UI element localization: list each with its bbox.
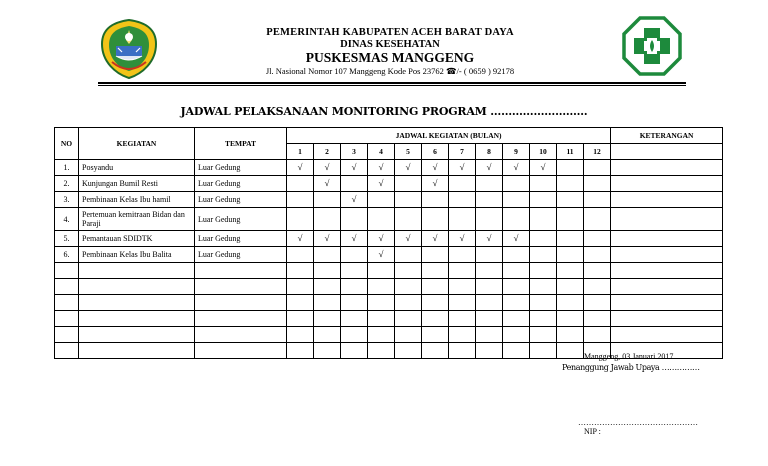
month-cell — [341, 247, 368, 263]
empty-cell — [503, 279, 530, 295]
row-kegiatan: Pembinaan Kelas Ibu Balita — [79, 247, 195, 263]
month-cell — [341, 176, 368, 192]
row-tempat: Luar Gedung — [195, 208, 287, 231]
header-puskesmas: PUSKESMAS MANGGENG — [305, 50, 475, 65]
check-mark: √ — [378, 178, 384, 188]
month-cell — [557, 247, 584, 263]
empty-cell — [395, 311, 422, 327]
row-no: 5. — [55, 231, 79, 247]
month-header: 10 — [530, 144, 557, 160]
empty-cell — [611, 327, 723, 343]
empty-cell — [287, 295, 314, 311]
month-cell — [395, 192, 422, 208]
month-cell — [368, 247, 395, 263]
empty-cell — [195, 295, 287, 311]
month-cell — [476, 176, 503, 192]
month-cell — [395, 176, 422, 192]
empty-cell — [341, 279, 368, 295]
month-cell — [314, 160, 341, 176]
empty-cell — [341, 327, 368, 343]
row-kegiatan: Posyandu — [79, 160, 195, 176]
month-cell — [395, 231, 422, 247]
check-mark: √ — [324, 178, 330, 188]
empty-cell — [287, 327, 314, 343]
empty-cell — [422, 311, 449, 327]
puskesmas-logo-icon — [622, 16, 682, 76]
month-cell — [287, 231, 314, 247]
empty-cell — [79, 343, 195, 359]
empty-cell — [476, 279, 503, 295]
month-cell — [287, 192, 314, 208]
empty-cell — [368, 311, 395, 327]
table-row — [55, 160, 723, 176]
month-cell — [287, 247, 314, 263]
empty-cell — [503, 311, 530, 327]
empty-cell — [341, 295, 368, 311]
month-cell — [395, 208, 422, 231]
month-cell — [530, 160, 557, 176]
empty-cell — [368, 327, 395, 343]
month-cell — [341, 231, 368, 247]
check-mark: √ — [378, 249, 384, 259]
document-title: JADWAL PELAKSANAAN MONITORING PROGRAM ……………………… — [180, 105, 588, 118]
empty-cell — [79, 327, 195, 343]
empty-cell — [395, 263, 422, 279]
check-mark: √ — [351, 194, 357, 204]
check-mark: √ — [378, 233, 384, 243]
month-cell — [422, 247, 449, 263]
empty-cell — [557, 311, 584, 327]
month-cell — [503, 176, 530, 192]
empty-cell — [557, 327, 584, 343]
empty-cell — [530, 343, 557, 359]
empty-cell — [611, 263, 723, 279]
empty-cell — [530, 279, 557, 295]
empty-cell — [195, 263, 287, 279]
month-cell — [530, 176, 557, 192]
empty-cell — [503, 263, 530, 279]
empty-cell — [476, 295, 503, 311]
month-cell — [368, 160, 395, 176]
empty-cell — [314, 295, 341, 311]
empty-cell — [79, 263, 195, 279]
empty-cell — [449, 279, 476, 295]
check-mark: √ — [351, 233, 357, 243]
header-government: PEMERINTAH KABUPATEN ACEH BARAT DAYA — [266, 27, 514, 38]
check-mark: √ — [405, 162, 411, 172]
row-keterangan — [611, 192, 723, 208]
row-keterangan — [611, 231, 723, 247]
month-cell — [368, 208, 395, 231]
month-cell — [395, 247, 422, 263]
header-rule-thick — [98, 82, 686, 84]
month-cell — [503, 231, 530, 247]
empty-cell — [557, 343, 584, 359]
month-cell — [368, 231, 395, 247]
empty-cell — [503, 327, 530, 343]
check-mark: √ — [324, 162, 330, 172]
empty-cell — [341, 343, 368, 359]
empty-cell — [476, 263, 503, 279]
month-cell — [503, 160, 530, 176]
keterangan-subheader — [611, 144, 723, 160]
aceh-barat-daya-emblem-icon — [98, 18, 160, 80]
empty-row — [55, 295, 723, 311]
row-tempat: Luar Gedung — [195, 160, 287, 176]
signature-nip: NIP : — [584, 427, 601, 436]
month-cell — [287, 208, 314, 231]
month-cell — [557, 231, 584, 247]
header-department: DINAS KESEHATAN — [340, 39, 440, 50]
table-row — [55, 208, 723, 231]
check-mark: √ — [432, 233, 438, 243]
month-header: 11 — [557, 144, 584, 160]
empty-cell — [79, 279, 195, 295]
empty-cell — [314, 343, 341, 359]
check-mark: √ — [378, 162, 384, 172]
row-kegiatan: Pertemuan kemitraan Bidan dan Paraji — [79, 208, 195, 231]
month-cell — [557, 192, 584, 208]
row-keterangan — [611, 160, 723, 176]
header-jadwal: JADWAL KEGIATAN (BULAN) — [287, 128, 611, 144]
check-mark: √ — [540, 162, 546, 172]
row-keterangan — [611, 247, 723, 263]
month-cell — [503, 192, 530, 208]
row-tempat: Luar Gedung — [195, 176, 287, 192]
header-address: Jl. Nasional Nomor 107 Manggeng Kode Pos 23762 ☎/- ( 0659 ) 92178 — [265, 66, 515, 76]
month-header: 1 — [287, 144, 314, 160]
empty-cell — [55, 343, 79, 359]
row-tempat: Luar Gedung — [195, 231, 287, 247]
empty-cell — [287, 263, 314, 279]
empty-cell — [368, 263, 395, 279]
month-header: 4 — [368, 144, 395, 160]
month-cell — [341, 192, 368, 208]
month-cell — [503, 208, 530, 231]
empty-cell — [55, 279, 79, 295]
month-cell — [557, 176, 584, 192]
month-header: 5 — [395, 144, 422, 160]
table-row — [55, 176, 723, 192]
empty-cell — [449, 295, 476, 311]
month-cell — [287, 176, 314, 192]
empty-cell — [79, 295, 195, 311]
month-header: 9 — [503, 144, 530, 160]
row-kegiatan: Pemantauan SDIDTK — [79, 231, 195, 247]
empty-cell — [368, 343, 395, 359]
month-cell — [314, 192, 341, 208]
month-cell — [530, 231, 557, 247]
empty-cell — [422, 279, 449, 295]
month-cell — [341, 208, 368, 231]
empty-cell — [557, 263, 584, 279]
check-mark: √ — [432, 178, 438, 188]
empty-cell — [395, 279, 422, 295]
check-mark: √ — [513, 233, 519, 243]
empty-cell — [449, 263, 476, 279]
empty-row — [55, 279, 723, 295]
header-no: NO — [55, 128, 79, 160]
empty-cell — [287, 279, 314, 295]
header-rule-thin — [98, 85, 686, 86]
month-cell — [530, 247, 557, 263]
row-no: 6. — [55, 247, 79, 263]
row-no: 1. — [55, 160, 79, 176]
check-mark: √ — [324, 233, 330, 243]
empty-cell — [368, 295, 395, 311]
empty-cell — [195, 343, 287, 359]
month-cell — [557, 208, 584, 231]
empty-cell — [584, 279, 611, 295]
empty-row — [55, 263, 723, 279]
empty-cell — [195, 327, 287, 343]
empty-cell — [368, 279, 395, 295]
empty-cell — [584, 295, 611, 311]
month-header: 7 — [449, 144, 476, 160]
month-cell — [287, 160, 314, 176]
empty-cell — [611, 311, 723, 327]
month-cell — [314, 208, 341, 231]
empty-cell — [476, 311, 503, 327]
empty-cell — [503, 343, 530, 359]
row-kegiatan: Kunjungan Bumil Resti — [79, 176, 195, 192]
row-no: 2. — [55, 176, 79, 192]
empty-cell — [395, 295, 422, 311]
empty-cell — [530, 327, 557, 343]
empty-cell — [314, 263, 341, 279]
row-kegiatan: Pembinaan Kelas Ibu hamil — [79, 192, 195, 208]
header-tempat: TEMPAT — [195, 128, 287, 160]
month-cell — [476, 192, 503, 208]
month-cell — [476, 247, 503, 263]
empty-cell — [341, 263, 368, 279]
table-row — [55, 247, 723, 263]
empty-cell — [55, 295, 79, 311]
empty-cell — [530, 263, 557, 279]
empty-cell — [195, 311, 287, 327]
month-header: 6 — [422, 144, 449, 160]
month-cell — [422, 208, 449, 231]
empty-cell — [422, 295, 449, 311]
check-mark: √ — [297, 233, 303, 243]
empty-cell — [530, 295, 557, 311]
empty-cell — [79, 311, 195, 327]
month-cell — [503, 247, 530, 263]
empty-cell — [314, 279, 341, 295]
empty-row — [55, 311, 723, 327]
empty-cell — [530, 311, 557, 327]
month-cell — [314, 247, 341, 263]
empty-row — [55, 327, 723, 343]
empty-cell — [422, 263, 449, 279]
empty-cell — [557, 295, 584, 311]
month-cell — [449, 247, 476, 263]
empty-cell — [341, 311, 368, 327]
month-cell — [368, 176, 395, 192]
header-kegiatan: KEGIATAN — [79, 128, 195, 160]
empty-cell — [422, 327, 449, 343]
empty-cell — [395, 343, 422, 359]
month-header: 12 — [584, 144, 611, 160]
month-cell — [449, 231, 476, 247]
month-header: 3 — [341, 144, 368, 160]
month-cell — [584, 176, 611, 192]
month-cell — [584, 247, 611, 263]
check-mark: √ — [459, 162, 465, 172]
month-cell — [584, 208, 611, 231]
empty-cell — [287, 311, 314, 327]
month-cell — [422, 231, 449, 247]
check-mark: √ — [486, 233, 492, 243]
month-cell — [341, 160, 368, 176]
row-no: 3. — [55, 192, 79, 208]
check-mark: √ — [297, 162, 303, 172]
check-mark: √ — [351, 162, 357, 172]
month-cell — [314, 176, 341, 192]
empty-cell — [449, 327, 476, 343]
empty-cell — [395, 327, 422, 343]
schedule-table — [54, 127, 723, 359]
month-cell — [476, 160, 503, 176]
table-row — [55, 192, 723, 208]
empty-cell — [55, 263, 79, 279]
empty-cell — [503, 295, 530, 311]
month-cell — [476, 208, 503, 231]
check-mark: √ — [405, 233, 411, 243]
month-cell — [530, 192, 557, 208]
month-cell — [557, 160, 584, 176]
empty-cell — [611, 295, 723, 311]
table-row — [55, 231, 723, 247]
empty-cell — [314, 327, 341, 343]
row-tempat: Luar Gedung — [195, 247, 287, 263]
row-keterangan — [611, 176, 723, 192]
signature-place-date: Manggeng, 03 Januari 2017 — [584, 352, 674, 361]
month-cell — [422, 160, 449, 176]
month-cell — [584, 231, 611, 247]
empty-cell — [195, 279, 287, 295]
signature-line: ……………………………………… — [578, 418, 698, 427]
month-cell — [449, 160, 476, 176]
month-cell — [422, 192, 449, 208]
month-cell — [584, 192, 611, 208]
empty-cell — [314, 311, 341, 327]
empty-cell — [476, 343, 503, 359]
month-cell — [449, 176, 476, 192]
empty-cell — [449, 311, 476, 327]
month-header: 2 — [314, 144, 341, 160]
empty-cell — [476, 327, 503, 343]
empty-cell — [55, 327, 79, 343]
row-keterangan — [611, 208, 723, 231]
empty-cell — [422, 343, 449, 359]
month-cell — [314, 231, 341, 247]
month-header: 8 — [476, 144, 503, 160]
check-mark: √ — [459, 233, 465, 243]
month-cell — [584, 160, 611, 176]
empty-cell — [611, 279, 723, 295]
month-cell — [530, 208, 557, 231]
month-cell — [449, 192, 476, 208]
month-cell — [368, 192, 395, 208]
empty-cell — [584, 263, 611, 279]
check-mark: √ — [486, 162, 492, 172]
empty-cell — [584, 311, 611, 327]
row-tempat: Luar Gedung — [195, 192, 287, 208]
check-mark: √ — [432, 162, 438, 172]
row-no: 4. — [55, 208, 79, 231]
month-cell — [476, 231, 503, 247]
month-cell — [449, 208, 476, 231]
empty-cell — [557, 279, 584, 295]
month-cell — [395, 160, 422, 176]
signature-role: Penanggung Jawab Upaya …………… — [562, 363, 700, 372]
empty-cell — [287, 343, 314, 359]
empty-cell — [584, 327, 611, 343]
empty-cell — [55, 311, 79, 327]
header-keterangan: KETERANGAN — [611, 128, 723, 144]
empty-cell — [449, 343, 476, 359]
check-mark: √ — [513, 162, 519, 172]
month-cell — [422, 176, 449, 192]
